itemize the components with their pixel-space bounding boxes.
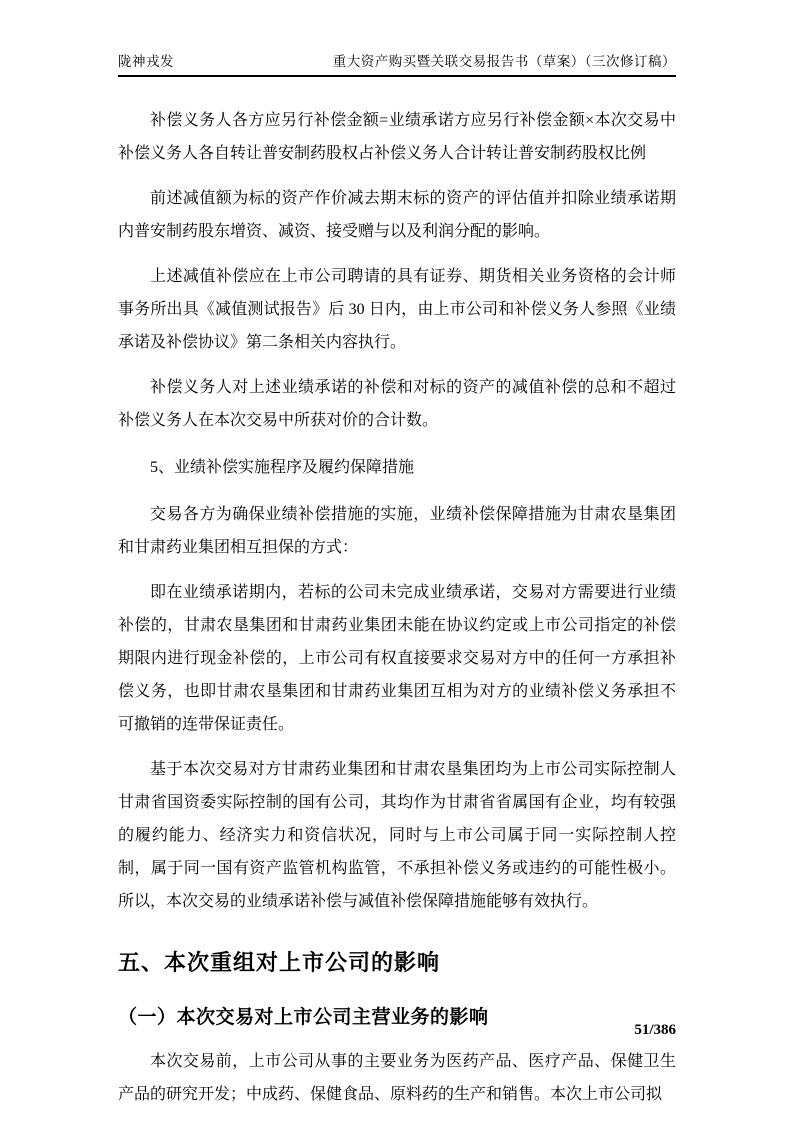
paragraph-compensation-cap: 补偿义务人对上述业绩承诺的补偿和对标的资产的减值补偿的总和不超过补偿义务人在本次交易中所获对价的合计数。	[118, 379, 676, 429]
header-report-title: 重大资产购买暨关联交易报告书（草案）（三次修订稿）	[332, 54, 676, 69]
section-heading: （一）本次交易对上市公司主营业务的影响	[118, 1007, 489, 1028]
document-body	[118, 92, 676, 1122]
paragraph-guarantee-intro: 交易各方为确保业绩补偿措施的实施，业绩补偿保障措施为甘肃农垦集团和甘肃药业集团相互担保的方式：	[118, 506, 676, 556]
paragraph-guarantee-feasibility: 基于本次交易对方甘肃药业集团和甘肃农垦集团均为上市公司实际控制人甘肃省国资委实际控制的国有公司，其均作为甘肃省省属国有企业，均有较强的履约能力、经济实力和资信状况，同时与上市公司属于同一实际控制人控制，属于同一国有资产监管机构监管，不承担补偿义务或违约的可能性极小。所以，本次交易的业绩承诺补偿与减值补偿保障措施能够有效执行。	[118, 761, 676, 910]
paragraph-impairment-execution: 上述减值补偿应在上市公司聘请的具有证券、期货相关业务资格的会计师事务所出具《减值测试报告》后 30 日内，由上市公司和补偿义务人参照《业绩承诺及补偿协议》第二条相关内容执行。	[118, 268, 676, 351]
paragraph-mutual-guarantee: 即在业绩承诺期内，若标的公司未完成业绩承诺，交易对方需要进行业绩补偿的，甘肃农垦集团和甘肃药业集团未能在协议约定或上市公司指定的补偿期限内进行现金补偿的，上市公司有权直接要求交易对方中的任何一方承担补偿义务，也即甘肃农垦集团和甘肃药业集团互相为对方的业绩补偿义务承担不可撤销的连带保证责任。	[118, 584, 676, 733]
page-number: 51/386	[634, 1022, 676, 1038]
numbered-subheading: 5、业绩补偿实施程序及履约保障措施	[150, 459, 415, 476]
paragraph-impairment-definition: 前述减值额为标的资产作价减去期末标的资产的评估值并扣除业绩承诺期内普安制药股东增资、减资、接受赠与以及利润分配的影响。	[118, 190, 676, 240]
header-company-name: 陇神戎发	[118, 54, 174, 69]
chapter-heading: 五、本次重组对上市公司的影响	[118, 950, 441, 975]
running-header	[118, 50, 676, 77]
paragraph-compensation-formula: 补偿义务人各方应另行补偿金额=业绩承诺方应另行补偿金额×本次交易中补偿义务人各自转让普安制药股权占补偿义务人合计转让普安制药股权比例	[118, 112, 676, 162]
paragraph-main-business: 本次交易前，上市公司从事的主要业务为医药产品、医疗产品、保健卫生产品的研究开发；中成药、保健食品、原料药的生产和销售。本次上市公司拟	[118, 1053, 676, 1103]
